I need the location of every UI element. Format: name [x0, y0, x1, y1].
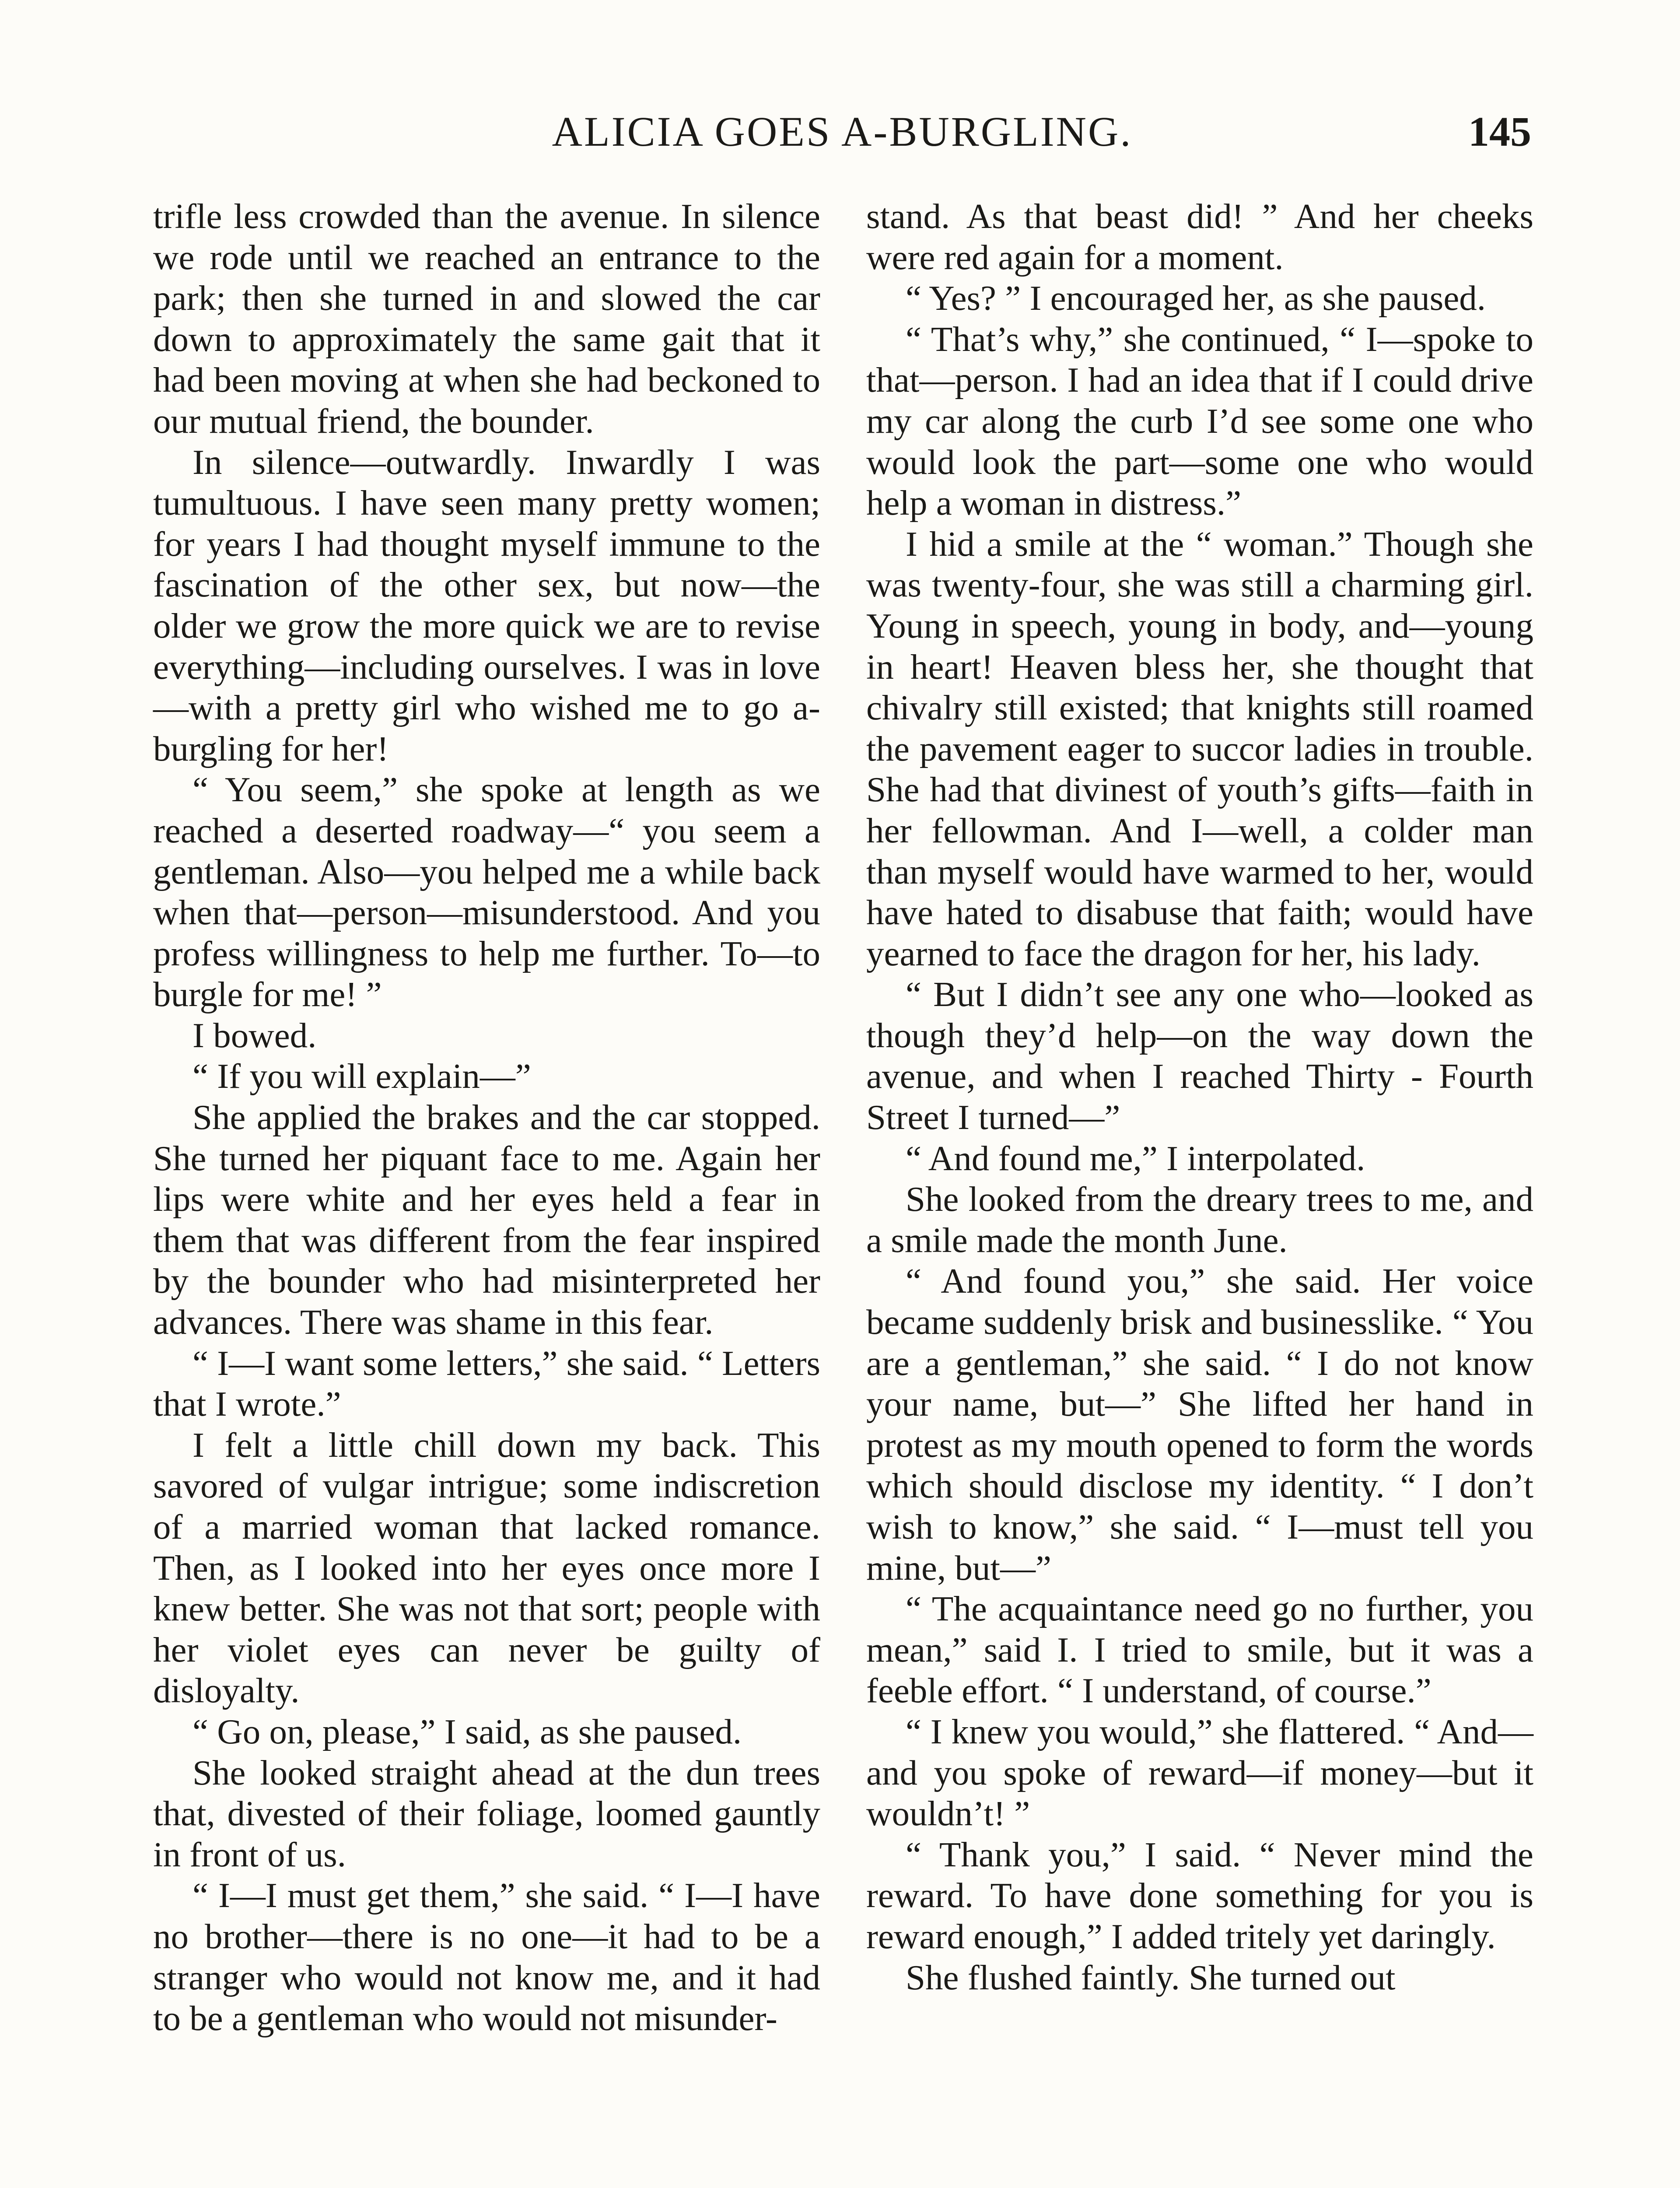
paragraph: “ That’s why,” she continued, “ I—spoke to that—person. I had an idea that if I could drive my car along the curb I’d see some one who would look the part—some one who would help a woman in distress.” — [866, 319, 1533, 523]
paragraph: “ The acquaintance need go no further, you mean,” said I. I tried to smile, but it was a feeble effort. “ I understand, of course.” — [866, 1589, 1533, 1711]
text-column-right — [866, 196, 1533, 1998]
text-column-left — [153, 196, 820, 2039]
paragraph: She applied the brakes and the car stopped. She turned her piquant face to me. Again her lips were white and her eyes held a fear in them that was different from the fear inspired by the bounder who had misinterpreted her advances. There was shame in this fear. — [153, 1098, 820, 1342]
paragraph: I bowed. — [192, 1015, 317, 1055]
page-number: 145 — [1468, 108, 1531, 155]
paragraph: She looked straight ahead at the dun trees that, divested of their foliage, loomed gauntly in front of us. — [153, 1753, 820, 1874]
paragraph: “ But I didn’t see any one who—looked as though they’d help—on the way down the avenue, and when I reached Thirty - Fourth Street I turned—” — [866, 975, 1533, 1137]
paragraph: She looked from the dreary trees to me, and a smile made the month June. — [866, 1179, 1533, 1260]
paragraph: I hid a smile at the “ woman.” Though she was twenty-four, she was still a charming girl. Young in speech, young in body, and—young in heart! Heaven bless her, she thought that chivalry still existed; that knights still roamed the pavement eager to succor ladies in trouble. She had that divinest of youth’s gifts—faith in her fellowman. And I—well, a colder man than myself would have warmed to her, would have hated to disabuse that faith; would have yearned to face the dragon for her, his lady. — [866, 524, 1533, 973]
paragraph: “ I knew you would,” she flattered. “ And—and you spoke of reward—if money—but it wouldn’t! ” — [866, 1711, 1533, 1834]
paragraph: In silence—outwardly. Inwardly I was tumultuous. I have seen many pretty women; for years I had thought myself immune to the fascination of the other sex, but now—the older we grow the more quick we are to revise everything—including ourselves. I was in love—with a pretty girl who wished me to go a-burgling for her! — [153, 442, 820, 768]
paragraph: “ Thank you,” I said. “ Never mind the reward. To have done something for you is reward enough,” I added tritely yet daringly. — [866, 1834, 1533, 1956]
paragraph: “ I—I want some letters,” she said. “ Letters that I wrote.” — [153, 1343, 820, 1424]
paragraph: “ And found you,” she said. Her voice became suddenly brisk and businesslike. “ You are a gentleman,” she said. “ I do not know your name, but—” She lifted her hand in protest as my mouth opened to form the words which should disclose my identity. “ I don’t wish to know,” she said. “ I—must tell you mine, but—” — [866, 1261, 1533, 1588]
paragraph: stand. As that beast did! ” And her cheeks were red again for a moment. — [866, 196, 1533, 277]
running-title: ALICIA GOES A-BURGLING. — [552, 108, 1133, 155]
paragraph: “ And found me,” I interpolated. — [906, 1138, 1365, 1178]
paragraph: She flushed faintly. She turned out — [906, 1957, 1396, 1997]
paragraph: “ Yes? ” I encouraged her, as she paused. — [906, 278, 1486, 318]
paragraph: “ I—I must get them,” she said. “ I—I have no brother—there is no one—it had to be a stranger who would not know me, and it had to be a gentleman who would not misunder- — [153, 1876, 820, 2038]
page-header — [153, 103, 1531, 160]
paragraph: “ If you will explain—” — [192, 1056, 531, 1096]
paragraph: I felt a little chill down my back. This savored of vulgar intrigue; some indiscretion of a married woman that lacked romance. Then, as I looked into her eyes once more I knew better. She was not that sort; people with her violet eyes can never be guilty of disloyalty. — [153, 1425, 820, 1711]
paragraph: “ Go on, please,” I said, as she paused. — [192, 1711, 742, 1751]
paragraph: “ You seem,” she spoke at length as we reached a deserted roadway—“ you seem a gentleman. Also—you helped me a while back when that—person—misunderstood. And you profess willingness to help me further. To—to burgle for me! ” — [153, 770, 820, 1014]
paragraph: trifle less crowded than the avenue. In silence we rode until we reached an entrance to the park; then she turned in and slowed the car down to approximately the same gait that it had been moving at when she had beckoned to our mutual friend, the bounder. — [153, 196, 820, 441]
